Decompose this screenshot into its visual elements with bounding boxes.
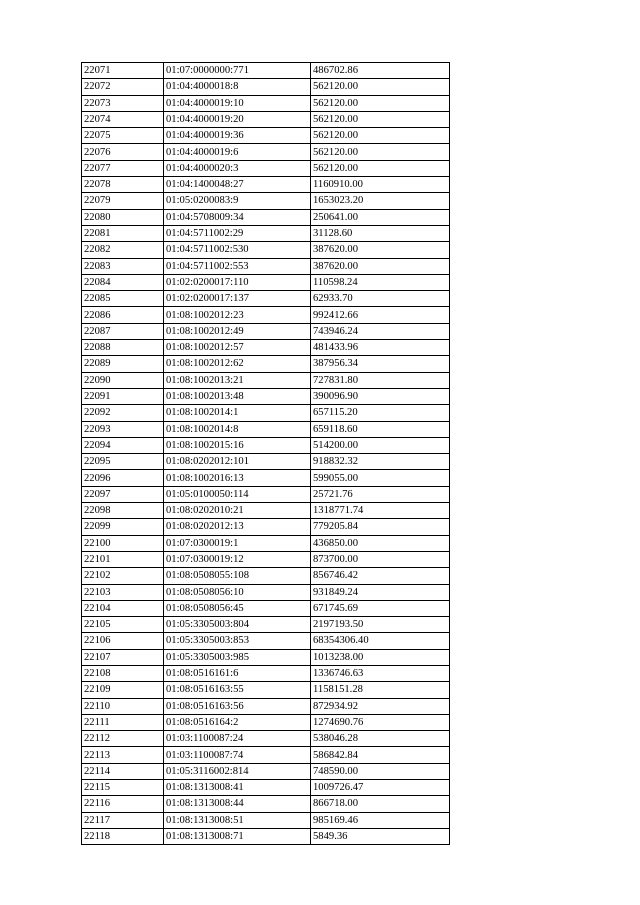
value-cell: 68354306.40 <box>311 633 450 649</box>
value-cell: 599055.00 <box>311 470 450 486</box>
table-row <box>82 584 450 600</box>
table-row <box>82 95 450 111</box>
value-cell: 1274690.76 <box>311 714 450 730</box>
value-cell: 1653023.20 <box>311 193 450 209</box>
value-cell: 387620.00 <box>311 258 450 274</box>
cadastral-number-cell: 01:08:0508055:108 <box>164 568 311 584</box>
row-number-cell: 22103 <box>82 584 164 600</box>
table-row <box>82 177 450 193</box>
row-number-cell: 22075 <box>82 128 164 144</box>
value-cell: 918832.32 <box>311 454 450 470</box>
data-table-body <box>82 63 450 845</box>
value-cell: 62933.70 <box>311 291 450 307</box>
value-cell: 856746.42 <box>311 568 450 584</box>
row-number-cell: 22097 <box>82 486 164 502</box>
cadastral-number-cell: 01:08:0202010:21 <box>164 503 311 519</box>
value-cell: 1318771.74 <box>311 503 450 519</box>
row-number-cell: 22081 <box>82 225 164 241</box>
row-number-cell: 22105 <box>82 617 164 633</box>
row-number-cell: 22087 <box>82 323 164 339</box>
cadastral-number-cell: 01:08:0516161:6 <box>164 665 311 681</box>
data-table <box>81 62 450 845</box>
table-row <box>82 617 450 633</box>
row-number-cell: 22094 <box>82 437 164 453</box>
table-row <box>82 780 450 796</box>
value-cell: 250641.00 <box>311 209 450 225</box>
value-cell: 779205.84 <box>311 519 450 535</box>
row-number-cell: 22110 <box>82 698 164 714</box>
row-number-cell: 22071 <box>82 63 164 79</box>
value-cell: 562120.00 <box>311 111 450 127</box>
value-cell: 486702.86 <box>311 63 450 79</box>
value-cell: 872934.92 <box>311 698 450 714</box>
cadastral-number-cell: 01:04:4000019:36 <box>164 128 311 144</box>
value-cell: 1009726.47 <box>311 780 450 796</box>
cadastral-number-cell: 01:08:1313008:44 <box>164 796 311 812</box>
cadastral-number-cell: 01:03:1100087:74 <box>164 747 311 763</box>
cadastral-number-cell: 01:08:0516164:2 <box>164 714 311 730</box>
cadastral-number-cell: 01:04:5711002:553 <box>164 258 311 274</box>
value-cell: 748590.00 <box>311 763 450 779</box>
table-row <box>82 665 450 681</box>
value-cell: 985169.46 <box>311 812 450 828</box>
cadastral-number-cell: 01:04:4000019:10 <box>164 95 311 111</box>
row-number-cell: 22086 <box>82 307 164 323</box>
cadastral-number-cell: 01:04:4000018:8 <box>164 79 311 95</box>
row-number-cell: 22107 <box>82 649 164 665</box>
cadastral-number-cell: 01:08:0508056:10 <box>164 584 311 600</box>
cadastral-number-cell: 01:04:1400048:27 <box>164 177 311 193</box>
value-cell: 659118.60 <box>311 421 450 437</box>
table-row <box>82 714 450 730</box>
table-row <box>82 470 450 486</box>
cadastral-number-cell: 01:02:0200017:137 <box>164 291 311 307</box>
row-number-cell: 22074 <box>82 111 164 127</box>
cadastral-number-cell: 01:04:5711002:29 <box>164 225 311 241</box>
row-number-cell: 22089 <box>82 356 164 372</box>
table-row <box>82 160 450 176</box>
row-number-cell: 22090 <box>82 372 164 388</box>
row-number-cell: 22082 <box>82 242 164 258</box>
table-row <box>82 763 450 779</box>
value-cell: 562120.00 <box>311 144 450 160</box>
cadastral-number-cell: 01:05:0100050:114 <box>164 486 311 502</box>
row-number-cell: 22078 <box>82 177 164 193</box>
cadastral-number-cell: 01:05:3305003:985 <box>164 649 311 665</box>
row-number-cell: 22083 <box>82 258 164 274</box>
row-number-cell: 22116 <box>82 796 164 812</box>
table-row <box>82 291 450 307</box>
cadastral-number-cell: 01:08:0508056:45 <box>164 600 311 616</box>
table-row <box>82 388 450 404</box>
value-cell: 5849.36 <box>311 828 450 844</box>
cadastral-number-cell: 01:08:1313008:51 <box>164 812 311 828</box>
row-number-cell: 22079 <box>82 193 164 209</box>
value-cell: 562120.00 <box>311 128 450 144</box>
value-cell: 671745.69 <box>311 600 450 616</box>
cadastral-number-cell: 01:08:1002012:49 <box>164 323 311 339</box>
table-row <box>82 323 450 339</box>
cadastral-number-cell: 01:08:0202012:101 <box>164 454 311 470</box>
row-number-cell: 22100 <box>82 535 164 551</box>
table-row <box>82 649 450 665</box>
table-row <box>82 340 450 356</box>
cadastral-number-cell: 01:04:4000019:20 <box>164 111 311 127</box>
table-row <box>82 519 450 535</box>
table-row <box>82 225 450 241</box>
cadastral-number-cell: 01:05:3305003:804 <box>164 617 311 633</box>
table-row <box>82 747 450 763</box>
value-cell: 387956.34 <box>311 356 450 372</box>
cadastral-number-cell: 01:04:5708009:34 <box>164 209 311 225</box>
row-number-cell: 22111 <box>82 714 164 730</box>
row-number-cell: 22113 <box>82 747 164 763</box>
cadastral-number-cell: 01:07:0300019:1 <box>164 535 311 551</box>
value-cell: 25721.76 <box>311 486 450 502</box>
table-row <box>82 356 450 372</box>
row-number-cell: 22104 <box>82 600 164 616</box>
row-number-cell: 22096 <box>82 470 164 486</box>
table-row <box>82 372 450 388</box>
value-cell: 1160910.00 <box>311 177 450 193</box>
value-cell: 1158151.28 <box>311 682 450 698</box>
cadastral-number-cell: 01:04:4000019:6 <box>164 144 311 160</box>
row-number-cell: 22093 <box>82 421 164 437</box>
value-cell: 436850.00 <box>311 535 450 551</box>
table-row <box>82 535 450 551</box>
value-cell: 538046.28 <box>311 731 450 747</box>
table-row <box>82 307 450 323</box>
table-row <box>82 828 450 844</box>
value-cell: 1336746.63 <box>311 665 450 681</box>
cadastral-number-cell: 01:02:0200017:110 <box>164 274 311 290</box>
value-cell: 931849.24 <box>311 584 450 600</box>
table-row <box>82 193 450 209</box>
cadastral-number-cell: 01:08:1002013:21 <box>164 372 311 388</box>
row-number-cell: 22092 <box>82 405 164 421</box>
table-row <box>82 437 450 453</box>
value-cell: 586842.84 <box>311 747 450 763</box>
cadastral-number-cell: 01:05:0200083:9 <box>164 193 311 209</box>
value-cell: 31128.60 <box>311 225 450 241</box>
value-cell: 514200.00 <box>311 437 450 453</box>
row-number-cell: 22115 <box>82 780 164 796</box>
table-row <box>82 209 450 225</box>
row-number-cell: 22085 <box>82 291 164 307</box>
cadastral-number-cell: 01:07:0000000:771 <box>164 63 311 79</box>
table-row <box>82 111 450 127</box>
value-cell: 562120.00 <box>311 79 450 95</box>
row-number-cell: 22118 <box>82 828 164 844</box>
row-number-cell: 22084 <box>82 274 164 290</box>
table-row <box>82 128 450 144</box>
cadastral-number-cell: 01:05:3305003:853 <box>164 633 311 649</box>
table-row <box>82 144 450 160</box>
table-row <box>82 633 450 649</box>
value-cell: 657115.20 <box>311 405 450 421</box>
value-cell: 481433.96 <box>311 340 450 356</box>
value-cell: 2197193.50 <box>311 617 450 633</box>
table-row <box>82 698 450 714</box>
value-cell: 562120.00 <box>311 160 450 176</box>
row-number-cell: 22077 <box>82 160 164 176</box>
value-cell: 387620.00 <box>311 242 450 258</box>
value-cell: 873700.00 <box>311 551 450 567</box>
cadastral-number-cell: 01:08:0202012:13 <box>164 519 311 535</box>
row-number-cell: 22117 <box>82 812 164 828</box>
value-cell: 1013238.00 <box>311 649 450 665</box>
row-number-cell: 22101 <box>82 551 164 567</box>
value-cell: 743946.24 <box>311 323 450 339</box>
value-cell: 866718.00 <box>311 796 450 812</box>
cadastral-number-cell: 01:08:0516163:55 <box>164 682 311 698</box>
cadastral-number-cell: 01:08:1002014:8 <box>164 421 311 437</box>
value-cell: 562120.00 <box>311 95 450 111</box>
cadastral-number-cell: 01:08:1313008:41 <box>164 780 311 796</box>
table-row <box>82 600 450 616</box>
cadastral-number-cell: 01:08:0516163:56 <box>164 698 311 714</box>
row-number-cell: 22112 <box>82 731 164 747</box>
cadastral-number-cell: 01:08:1313008:71 <box>164 828 311 844</box>
table-row <box>82 486 450 502</box>
cadastral-number-cell: 01:07:0300019:12 <box>164 551 311 567</box>
cadastral-number-cell: 01:08:1002015:16 <box>164 437 311 453</box>
cadastral-number-cell: 01:03:1100087:24 <box>164 731 311 747</box>
row-number-cell: 22114 <box>82 763 164 779</box>
cadastral-number-cell: 01:05:3116002:814 <box>164 763 311 779</box>
row-number-cell: 22080 <box>82 209 164 225</box>
row-number-cell: 22106 <box>82 633 164 649</box>
cadastral-number-cell: 01:08:1002012:62 <box>164 356 311 372</box>
cadastral-number-cell: 01:08:1002016:13 <box>164 470 311 486</box>
table-row <box>82 63 450 79</box>
value-cell: 992412.66 <box>311 307 450 323</box>
table-row <box>82 731 450 747</box>
row-number-cell: 22099 <box>82 519 164 535</box>
table-row <box>82 79 450 95</box>
row-number-cell: 22091 <box>82 388 164 404</box>
row-number-cell: 22088 <box>82 340 164 356</box>
table-row <box>82 812 450 828</box>
table-row <box>82 503 450 519</box>
table-row <box>82 242 450 258</box>
cadastral-number-cell: 01:08:1002012:23 <box>164 307 311 323</box>
cadastral-number-cell: 01:08:1002014:1 <box>164 405 311 421</box>
table-row <box>82 274 450 290</box>
row-number-cell: 22109 <box>82 682 164 698</box>
cadastral-number-cell: 01:04:4000020:3 <box>164 160 311 176</box>
row-number-cell: 22102 <box>82 568 164 584</box>
cadastral-number-cell: 01:08:1002012:57 <box>164 340 311 356</box>
table-row <box>82 682 450 698</box>
table-row <box>82 796 450 812</box>
value-cell: 390096.90 <box>311 388 450 404</box>
row-number-cell: 22095 <box>82 454 164 470</box>
table-row <box>82 258 450 274</box>
row-number-cell: 22108 <box>82 665 164 681</box>
table-row <box>82 421 450 437</box>
table-row <box>82 405 450 421</box>
cadastral-number-cell: 01:08:1002013:48 <box>164 388 311 404</box>
value-cell: 727831.80 <box>311 372 450 388</box>
table-row <box>82 454 450 470</box>
row-number-cell: 22072 <box>82 79 164 95</box>
row-number-cell: 22098 <box>82 503 164 519</box>
cadastral-number-cell: 01:04:5711002:530 <box>164 242 311 258</box>
table-row <box>82 551 450 567</box>
row-number-cell: 22073 <box>82 95 164 111</box>
table-row <box>82 568 450 584</box>
row-number-cell: 22076 <box>82 144 164 160</box>
value-cell: 110598.24 <box>311 274 450 290</box>
